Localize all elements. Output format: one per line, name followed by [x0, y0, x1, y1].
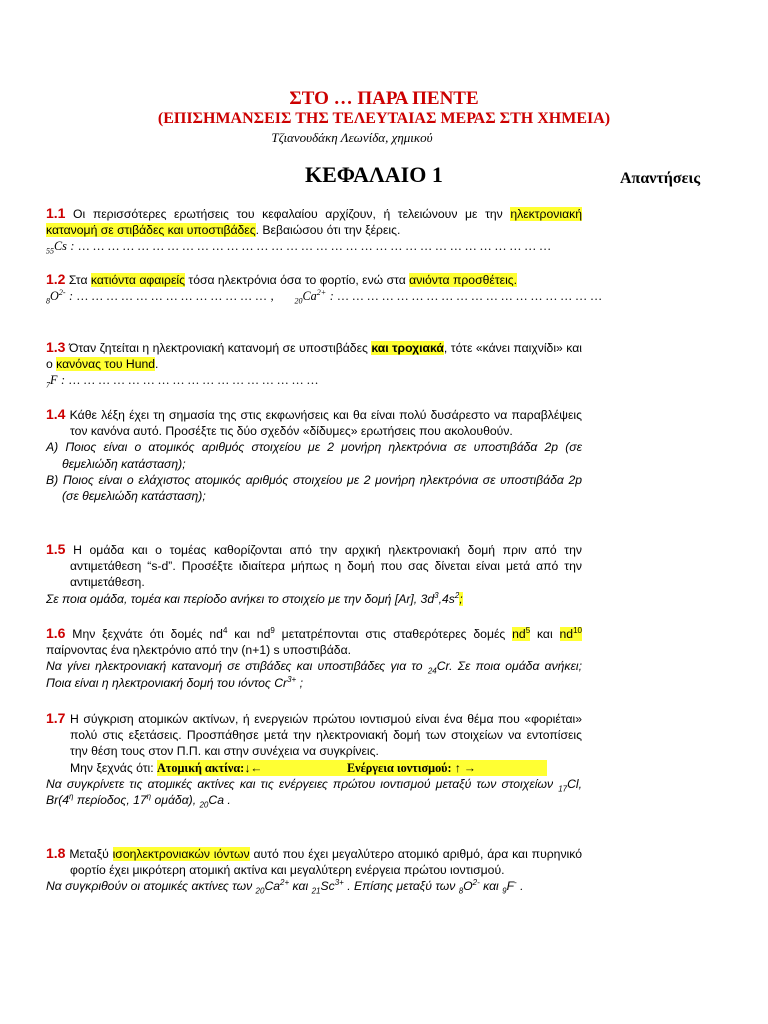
- section-1-8-text: 1.8 Μεταξύ ισοηλεκτρονιακών ιόντων αυτό που έχει μεγαλύτερο ατομικό αριθμό, άρα και πυρηνικό φορτίο έχει μικρότερη ατομική ακτίνα και μεγαλύτερη ενέργεια πρώτου ιοντισμού.: [46, 845, 582, 878]
- section-1-7-text: 1.7 Η σύγκριση ατομικών ακτίνων, ή ενεργειών πρώτου ιοντισμού είναι ένα θέμα που «φοριέται» πολύ στις εξετάσεις. Προσπάθησε μετά την ηλεκτρονιακή δομή των στοιχείων να εντοπίσεις την θέση τους στον Π.Π. και στην συνέχεια να συγκρίνεις.: [46, 710, 582, 759]
- ionization-energy-trend: Ενέργεια ιοντισμού: ↑ →: [347, 760, 547, 776]
- section-1-6: [46, 625, 582, 691]
- highlight: κανόνας του Hund: [56, 357, 156, 372]
- section-1-3: [46, 339, 582, 389]
- section-1-8: [46, 845, 582, 895]
- section-1-4: [46, 406, 582, 504]
- section-1-5-text: 1.5 Η ομάδα και ο τομέας καθορίζονται από την αρχική ηλεκτρονιακή δομή πριν από την αντιμετάθεση “s-d”. Προσέξτε ιδιαίτερα μήπως η δομή που σας δίνεται είναι μετά από την αντιμετάθεση.: [46, 541, 582, 590]
- section-1-1-text: 1.1 Οι περισσότερες ερωτήσεις του κεφαλαίου αρχίζουν, ή τελειώνουν με την ηλεκτρονιακή κατανομή σε στιβάδες και υποστιβάδες. Βεβαιώσου ότι την ξέρεις.: [46, 205, 582, 238]
- atomic-radius-trend: Ατομική ακτίνα:↓←: [157, 760, 347, 776]
- highlight: $nd^{10}$: [559, 625, 582, 641]
- section-number: 1.4: [46, 406, 66, 422]
- answer-line: $_8O^{2-}$ : … … … … … … … … … … … … … , $_{20}Ca^{2+}$ : … … … … … … … … … … … … … … … … … …: [46, 288, 603, 306]
- highlight: ανιόντα προσθέτεις.: [409, 273, 518, 287]
- highlight: ισοηλεκτρονιακών ιόντων: [112, 847, 250, 861]
- question: Σε ποια ομάδα, τομέα και περίοδο ανήκει το στοιχείο με την δομή [Ar], $3d^3,4s^2$;: [46, 590, 463, 606]
- highlight: κατιόντα αφαιρείς: [90, 273, 185, 287]
- section-1-6-text: 1.6 Μην ξεχνάτε ότι δομές $nd^4$ και $nd^9$ μετατρέπονται στις σταθερότερες δομές $nd^5$ και $nd^{10}$ παίρνοντας ένα ηλεκτρόνιο από την (n+1) s υποστιβάδα.: [46, 625, 582, 658]
- question-a: A) Ποιος είναι ο ατομικός αριθμός στοιχείου με 2 μονήρη ηλεκτρόνια σε υποστιβάδα 2p (σε θεμελιώδη κατάσταση);: [46, 440, 582, 471]
- highlight: και τροχιακά: [371, 341, 444, 355]
- question: Να γίνει ηλεκτρονιακή κατανομή σε στιβάδες και υποστιβάδες για το $_{24}$Cr. Σε ποια ομάδα ανήκει; Ποια είναι η ηλεκτρονιακή δομή του ιόντος $Cr^{3+}$ ;: [46, 659, 582, 690]
- section-1-7: [46, 710, 582, 808]
- highlight: ηλεκτρονιακή κατανομή σε στιβάδες και υποστιβάδες: [46, 207, 582, 238]
- section-number: 1.3: [46, 339, 66, 355]
- section-1-1: [46, 205, 582, 255]
- question-b: B) Ποιος είναι ο ελάχιστος ατομικός αριθμός στοιχείου με 2 μονήρη ηλεκτρόνια σε υποστιβάδα 2p (σε θεμελιώδη κατάσταση);: [46, 472, 582, 504]
- document-subtitle: (ΕΠΙΣΗΜΑΝΣΕΙΣ ΤΗΣ ΤΕΛΕΥΤΑΙΑΣ ΜΕΡΑΣ ΣΤΗ ΧΗΜΕΙΑ): [157, 110, 611, 127]
- section-number: 1.6: [46, 625, 66, 641]
- document-title: ΣΤΟ … ΠΑΡΑ ΠΕΝΤΕ: [289, 88, 479, 109]
- chapter-heading: ΚΕΦΑΛΑΙΟ 1: [305, 162, 443, 187]
- answer-line: $_{55}$Cs : … … … … … … … … … … … … … … … … … … … … … … … … … … … … … … … …: [46, 239, 552, 256]
- section-number: 1.1: [46, 205, 66, 221]
- section-1-2: [46, 271, 603, 306]
- answer-line: $_7$F : … … … … … … … … … … … … … … … … …: [46, 373, 319, 390]
- reminder-line: Μην ξεχνάς ότι: Ατομική ακτίνα:↓← Ενέργεια ιοντισμού: ↑ →: [46, 760, 582, 776]
- question: Να συγκρίνετε τις ατομικές ακτίνες και τις ενέργειες πρώτου ιοντισμού μεταξύ των στοιχείων $_{17}$Cl, $Br(4^\eta$ περίοδος, $17^\eta$ ομάδα), $_{20}$Ca .: [46, 776, 582, 810]
- section-1-4-text: 1.4 Κάθε λέξη έχει τη σημασία της στις εκφωνήσεις και θα είναι πολύ δυσάρεστο να παραβλέψεις τον κανόνα αυτό. Προσέξτε τις δύο σχεδόν «δίδυμες» ερωτήσεις που ακολουθούν.: [46, 406, 582, 439]
- section-1-5: [46, 541, 582, 607]
- section-1-2-text: 1.2 Στα κατιόντα αφαιρείς τόσα ηλεκτρόνια όσα το φορτίο, ενώ στα ανιόντα προσθέτεις.: [46, 271, 518, 287]
- author-line: Τζιανουδάκη Λεωνίδα, χημικού: [271, 130, 433, 145]
- highlight: $nd^5$: [512, 625, 531, 641]
- section-number: 1.7: [46, 710, 66, 726]
- question: Να συγκριθούν οι ατομικές ακτίνες των $_{20}Ca^{2+}$ και $_{21}Sc^{3+}$ . Επίσης μεταξύ των $_8O^{2-}$ και $_9$F- .: [46, 878, 524, 896]
- section-number: 1.5: [46, 541, 66, 557]
- answers-label: Απαντήσεις: [620, 170, 701, 187]
- section-number: 1.2: [46, 271, 66, 287]
- section-1-3-text: 1.3 Όταν ζητείται η ηλεκτρονιακή κατανομή σε υποστιβάδες και τροχιακά, τότε «κάνει παιχνίδι» και ο κανόνας του Hund.: [46, 339, 583, 372]
- section-number: 1.8: [46, 845, 66, 861]
